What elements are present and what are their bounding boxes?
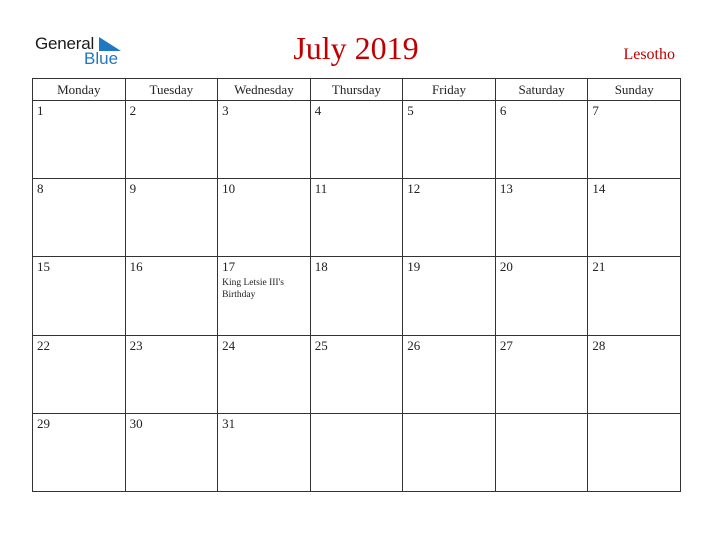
week-row xyxy=(33,413,681,491)
day-number: 4 xyxy=(314,103,322,118)
day-number: 16 xyxy=(129,259,143,275)
week-row xyxy=(33,101,681,179)
day-number: 3 xyxy=(222,103,229,118)
day-cell xyxy=(588,413,681,491)
day-cell xyxy=(310,179,403,257)
day-cell xyxy=(125,101,218,179)
day-cell xyxy=(495,179,588,257)
weekday-header: Wednesday xyxy=(218,79,311,101)
weekday-header: Tuesday xyxy=(125,79,218,101)
day-cell xyxy=(403,413,496,491)
day-cell xyxy=(33,101,126,179)
day-cell xyxy=(588,101,681,179)
day-number: 28 xyxy=(592,337,606,353)
week-row xyxy=(33,179,681,257)
day-cell xyxy=(495,335,588,413)
day-number: 6 xyxy=(499,103,507,118)
day-number: 29 xyxy=(37,415,50,431)
day-cell xyxy=(403,101,496,179)
logo-blue-text: Blue xyxy=(84,49,119,68)
weekday-header: Thursday xyxy=(310,79,403,101)
day-number: 12 xyxy=(407,181,421,197)
day-number: 9 xyxy=(129,181,137,197)
day-number: 17 xyxy=(222,259,236,275)
day-number: 22 xyxy=(37,337,50,353)
day-cell xyxy=(218,257,311,335)
day-number: 31 xyxy=(222,415,236,431)
logo-general-text: General xyxy=(35,34,95,53)
day-number: 21 xyxy=(592,259,606,275)
day-cell xyxy=(218,101,311,179)
day-cell xyxy=(310,335,403,413)
weekday-header: Monday xyxy=(33,79,126,101)
day-cell xyxy=(125,335,218,413)
day-number xyxy=(588,414,680,416)
day-cell xyxy=(588,335,681,413)
day-number: 19 xyxy=(407,259,421,275)
day-cell xyxy=(310,257,403,335)
day-cell xyxy=(218,335,311,413)
calendar-grid xyxy=(32,78,681,492)
page-title: July 2019 xyxy=(293,30,419,66)
day-cell xyxy=(218,179,311,257)
day-cell xyxy=(310,101,403,179)
day-cell xyxy=(33,179,126,257)
day-cell xyxy=(125,179,218,257)
day-cell xyxy=(403,179,496,257)
day-number xyxy=(496,414,588,416)
day-number: 24 xyxy=(222,337,236,353)
day-number xyxy=(403,414,495,416)
weekday-header: Saturday xyxy=(495,79,588,101)
day-cell xyxy=(588,257,681,335)
day-number: 26 xyxy=(407,337,421,353)
day-cell xyxy=(310,413,403,491)
weekday-header: Sunday xyxy=(588,79,681,101)
day-number: 25 xyxy=(314,337,328,353)
day-number: 2 xyxy=(129,103,137,118)
day-number: 23 xyxy=(129,337,143,353)
day-cell xyxy=(125,413,218,491)
day-number xyxy=(311,414,403,416)
weekday-header: Friday xyxy=(403,79,496,101)
day-cell xyxy=(218,413,311,491)
week-row xyxy=(33,335,681,413)
day-cell xyxy=(33,257,126,335)
day-number: 1 xyxy=(37,103,44,118)
day-cell xyxy=(588,179,681,257)
day-cell xyxy=(403,335,496,413)
day-number: 27 xyxy=(499,337,513,353)
day-number: 7 xyxy=(592,103,599,118)
day-number: 10 xyxy=(222,181,236,197)
day-number: 13 xyxy=(499,181,513,197)
weekday-header-row xyxy=(33,79,681,101)
country-label: Lesotho xyxy=(623,46,675,63)
day-number: 8 xyxy=(37,181,44,197)
day-number: 11 xyxy=(314,181,328,197)
day-cell xyxy=(33,413,126,491)
week-row xyxy=(33,257,681,335)
day-cell xyxy=(403,257,496,335)
day-number: 5 xyxy=(407,103,414,118)
holiday-label: King Letsie III's Birthday xyxy=(222,278,284,301)
day-cell xyxy=(495,101,588,179)
day-number: 18 xyxy=(314,259,328,275)
day-number: 30 xyxy=(129,415,143,431)
day-cell xyxy=(125,257,218,335)
day-number: 14 xyxy=(592,181,606,197)
day-cell xyxy=(495,257,588,335)
day-cell xyxy=(33,335,126,413)
day-number: 20 xyxy=(499,259,513,275)
day-number: 15 xyxy=(37,259,50,275)
day-cell xyxy=(495,413,588,491)
